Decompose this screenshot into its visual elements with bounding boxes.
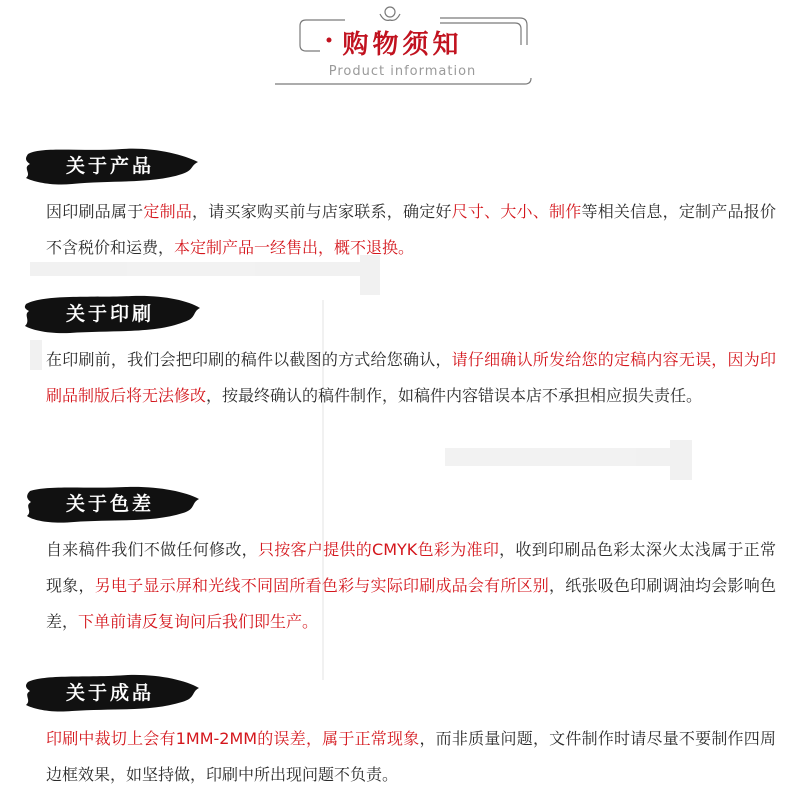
section-text (46, 721, 776, 793)
section-label-banner (22, 288, 202, 338)
highlight-text: 只按客户提供的CMYK色彩为准印 (257, 540, 500, 559)
section-label-banner (22, 667, 202, 717)
section-label-banner (22, 478, 202, 528)
section-label: 关于成品 (66, 682, 155, 704)
highlight-text: 印刷中裁切上会有1MM-2MM的误差，属于正常现象 (46, 729, 420, 748)
body-text: 自来稿件我们不做任何修改， (46, 540, 258, 559)
highlight-text: 定制品 (143, 202, 193, 221)
section-label-banner (22, 140, 202, 190)
section-label: 关于印刷 (66, 303, 155, 325)
highlight-text: 另电子显示屏和光线不同固所看色彩与实际印刷成品会有所区别 (94, 576, 550, 595)
highlight-text: 下单前请反复询问后我们即生产。 (78, 612, 319, 631)
section-label: 关于产品 (66, 155, 155, 177)
highlight-text: 请仔细确认所发给您的定稿内容无误，因为印刷品制版后将无法修改 (46, 350, 776, 405)
section-label: 关于色差 (66, 493, 155, 515)
body-text: ，按最终确认的稿件制作，如稿件内容错误本店不承担相应损失责任。 (206, 386, 703, 405)
body-text: 等相关信息，定制产品报价不含税价和运费， (46, 202, 776, 257)
section-text (46, 342, 776, 414)
body-text: ，纸张吸色印刷调油均会影响色差， (46, 576, 776, 631)
body-text: ，收到印刷品色彩太深火太浅属于正常现象， (46, 540, 776, 595)
body-text: 在印刷前，我们会把印刷的稿件以截图的方式给您确认， (46, 350, 452, 369)
page-subtitle: Product information (328, 64, 477, 79)
section-text (46, 194, 776, 266)
page-header (0, 0, 805, 110)
body-text: ，请买家购买前与店家联系，确定好 (192, 202, 452, 221)
body-text: 因印刷品属于 (46, 202, 144, 221)
body-text: ，而非质量问题，文件制作时请尽量不要制作四周边框效果，如坚持做，印刷中所出现问题不负责。 (46, 729, 776, 784)
section-text (46, 532, 776, 640)
highlight-text: 尺寸、大小、制作 (451, 202, 582, 221)
highlight-text: 本定制产品一经售出，概不退换。 (174, 238, 415, 257)
page-title: 购物须知 (342, 30, 463, 60)
